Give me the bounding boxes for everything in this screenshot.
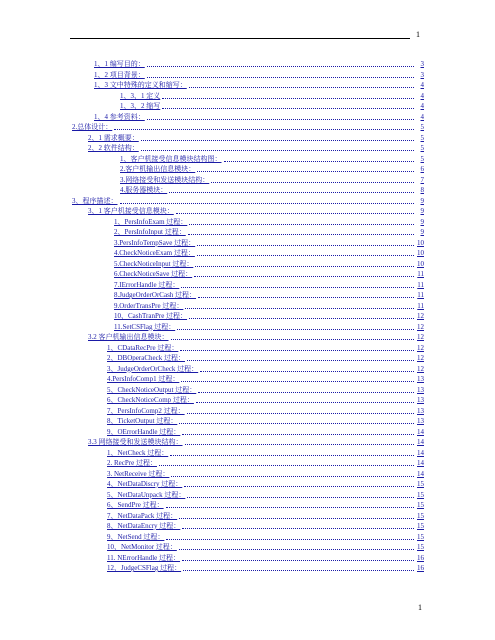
toc-entry[interactable] bbox=[94, 112, 424, 121]
toc-entry-page: 5 bbox=[420, 154, 424, 163]
toc-dot-leader bbox=[194, 276, 414, 277]
toc-dot-leader bbox=[180, 350, 414, 351]
toc-entry[interactable] bbox=[120, 91, 424, 100]
toc-entry-label: 8、TicketOutput 过程： bbox=[107, 417, 178, 425]
toc-entry[interactable] bbox=[88, 437, 424, 446]
toc-dot-leader bbox=[182, 434, 414, 435]
toc-entry-page: 9 bbox=[420, 217, 424, 226]
toc-entry[interactable] bbox=[114, 238, 424, 247]
toc-entry[interactable] bbox=[107, 542, 424, 551]
toc-entry-page: 13 bbox=[417, 396, 424, 404]
toc-entry-page: 13 bbox=[417, 417, 424, 425]
toc-dot-leader bbox=[187, 360, 414, 361]
toc-entry-page: 15 bbox=[417, 522, 424, 530]
toc-entry-label: 2、PersInfoInput 过程： bbox=[114, 228, 186, 236]
toc-dot-leader bbox=[181, 287, 414, 288]
toc-dot-leader bbox=[185, 444, 415, 445]
toc-entry[interactable] bbox=[107, 490, 424, 499]
toc-entry[interactable] bbox=[107, 479, 424, 488]
toc-entry-label: 1、PersInfoExam 过程： bbox=[114, 217, 188, 226]
toc-entry-label: 2.总体设计： bbox=[72, 123, 113, 131]
toc-dot-leader bbox=[147, 66, 414, 67]
toc-entry[interactable] bbox=[107, 395, 424, 404]
toc-entry-page: 13 bbox=[417, 375, 424, 383]
toc-dot-leader bbox=[176, 213, 414, 214]
toc-entry[interactable] bbox=[72, 122, 424, 131]
toc-dot-leader bbox=[162, 108, 414, 109]
toc-entry[interactable] bbox=[94, 70, 424, 79]
header-page-number: 1 bbox=[416, 30, 420, 39]
toc-dot-leader bbox=[189, 224, 414, 225]
toc-dot-leader bbox=[198, 297, 414, 298]
toc-entry-page: 11 bbox=[417, 270, 424, 278]
toc-entry[interactable] bbox=[88, 133, 424, 142]
toc-entry-label: 2、2 软件结构： bbox=[88, 144, 139, 152]
toc-dot-leader bbox=[147, 77, 414, 78]
toc-entry-page: 12 bbox=[417, 364, 424, 373]
toc-dot-leader bbox=[195, 266, 414, 267]
toc-entry-label: 3、JudgeOrderOrCheck 过程： bbox=[107, 364, 199, 373]
toc-dot-leader bbox=[224, 161, 415, 162]
toc-dot-leader bbox=[211, 182, 414, 183]
toc-entry-page: 12 bbox=[417, 322, 424, 331]
toc-entry-page: 15 bbox=[417, 511, 424, 520]
toc-entry-label: 9、OErrorHandle 过程： bbox=[107, 427, 181, 436]
toc-dot-leader bbox=[196, 402, 414, 403]
toc-entry-label: 4.PersInfoComp1 过程： bbox=[107, 375, 180, 383]
toc-dot-leader bbox=[166, 539, 414, 540]
toc-entry-label: 1、客户机接受信息模块结构图： bbox=[120, 154, 222, 163]
toc-entry[interactable] bbox=[107, 364, 424, 373]
toc-dot-leader bbox=[183, 570, 414, 571]
toc-entry[interactable] bbox=[114, 301, 424, 310]
toc-entry-label: 3、1 客户机接受信息模块： bbox=[88, 207, 174, 215]
toc-dot-leader bbox=[188, 234, 414, 235]
toc-dot-leader bbox=[141, 140, 414, 141]
header-rule bbox=[70, 38, 410, 39]
toc-entry-page: 9 bbox=[420, 196, 424, 205]
toc-dot-leader bbox=[198, 392, 414, 393]
toc-entry-label: 9.OrderTransPre 过程： bbox=[114, 301, 184, 310]
toc-entry-label: 6、SendPre 过程： bbox=[107, 501, 164, 509]
toc-entry[interactable] bbox=[120, 154, 424, 163]
toc-entry-page: 3 bbox=[420, 70, 424, 79]
toc-entry-page: 4 bbox=[420, 112, 424, 121]
toc-dot-leader bbox=[171, 339, 415, 340]
toc-dot-leader bbox=[182, 560, 414, 561]
toc-dot-leader bbox=[179, 518, 414, 519]
toc-entry-label: 1、CDataRecPre 过程： bbox=[107, 343, 179, 352]
toc-entry-label: 10、NetMonitor 过程： bbox=[107, 543, 177, 551]
toc-dot-leader bbox=[166, 507, 414, 508]
toc-entry-page: 5 bbox=[420, 123, 424, 131]
toc-entry[interactable] bbox=[107, 500, 424, 509]
toc-dot-leader bbox=[179, 423, 414, 424]
toc-entry[interactable] bbox=[107, 521, 424, 530]
toc-dot-leader bbox=[197, 245, 414, 246]
toc-entry-page: 11 bbox=[417, 301, 424, 310]
toc-entry[interactable] bbox=[107, 532, 424, 541]
toc-dot-leader bbox=[159, 465, 414, 466]
toc-entry-label: 7、NetDataPack 过程： bbox=[107, 511, 178, 520]
toc-entry[interactable] bbox=[88, 332, 424, 341]
toc-entry-page: 3 bbox=[420, 60, 424, 68]
toc-entry[interactable] bbox=[114, 280, 424, 289]
toc-entry-label: 1、NetCheck 过程： bbox=[107, 448, 169, 457]
toc-dot-leader bbox=[197, 171, 414, 172]
toc-dot-leader bbox=[182, 528, 414, 529]
toc-entry-page: 11 bbox=[417, 280, 424, 289]
toc-entry[interactable] bbox=[107, 469, 424, 478]
toc-dot-leader bbox=[197, 255, 414, 256]
toc-dot-leader bbox=[181, 381, 414, 382]
toc-entry[interactable] bbox=[107, 416, 424, 425]
toc-entry[interactable] bbox=[88, 206, 424, 215]
toc-entry[interactable] bbox=[120, 101, 424, 110]
toc-entry-page: 4 bbox=[420, 102, 424, 110]
toc-entry-label: 1、3、1 定义 bbox=[120, 91, 161, 100]
toc-entry-label: 11. NErrorHandle 过程： bbox=[107, 553, 181, 562]
footer-page-number: 1 bbox=[418, 603, 422, 612]
toc-entry-page: 13 bbox=[417, 385, 424, 394]
toc-dot-leader bbox=[187, 413, 414, 414]
toc-entry-label: 2、DBOperaCheck 过程： bbox=[107, 354, 185, 362]
toc-entry-label: 8、NetDataEncry 过程： bbox=[107, 522, 181, 530]
toc-entry-label: 2.客户机输出信息模块： bbox=[120, 165, 196, 173]
toc-entry-label: 10、CashTranPre 过程： bbox=[114, 312, 188, 320]
toc-entry[interactable] bbox=[107, 374, 424, 383]
toc-entry-page: 13 bbox=[417, 406, 424, 415]
toc-entry-label: 7.IErrorHandle 过程： bbox=[114, 280, 180, 289]
toc-entry[interactable] bbox=[107, 353, 424, 362]
toc-dot-leader bbox=[162, 98, 414, 99]
toc-entry-page: 11 bbox=[417, 291, 424, 299]
toc-entry[interactable] bbox=[114, 248, 424, 257]
toc-entry-label: 3. NetReceive 过程： bbox=[107, 469, 170, 478]
toc-dot-leader bbox=[184, 486, 414, 487]
toc-entry-page: 14 bbox=[417, 427, 424, 436]
toc-entry-page: 16 bbox=[417, 553, 424, 562]
toc-dot-leader bbox=[187, 497, 414, 498]
toc-entry-label: 1、4 参考资料： bbox=[94, 112, 145, 121]
toc-entry-page: 10 bbox=[417, 249, 424, 257]
toc-entry[interactable] bbox=[114, 269, 424, 278]
toc-entry-label: 1、3 文中特殊的定义和缩写： bbox=[94, 81, 187, 89]
toc-entry-label: 4、NetDataDiscry 过程： bbox=[107, 480, 183, 488]
toc-dot-leader bbox=[185, 308, 414, 309]
toc-entry-label: 1、2 项目背景： bbox=[94, 70, 145, 79]
toc-entry-label: 5、NetDataUnpack 过程： bbox=[107, 490, 186, 499]
toc-entry-label: 11.SetCSFlag 过程： bbox=[114, 322, 176, 331]
toc-entry-label: 8.JudgeOrderOrCash 过程： bbox=[114, 291, 197, 299]
toc-entry-label: 6.CheckNoticeSave 过程： bbox=[114, 270, 193, 278]
toc-entry-page: 10 bbox=[417, 238, 424, 247]
toc-entry[interactable] bbox=[114, 290, 424, 299]
toc-entry-page: 14 bbox=[417, 438, 424, 446]
toc-entry[interactable] bbox=[94, 59, 424, 68]
toc-entry-label: 3.PersInfoTempSave 过程： bbox=[114, 238, 196, 247]
toc-dot-leader bbox=[141, 150, 414, 151]
toc-entry-page: 15 bbox=[417, 490, 424, 499]
toc-entry-page: 15 bbox=[417, 543, 424, 551]
toc-entry-label: 2. RecPre 过程： bbox=[107, 459, 157, 467]
toc-entry-page: 15 bbox=[417, 480, 424, 488]
toc-entry-page: 9 bbox=[420, 228, 424, 236]
toc-entry-label: 3.2 客户机输出信息模块： bbox=[88, 333, 169, 341]
toc-entry[interactable] bbox=[107, 427, 424, 436]
toc-entry-page: 14 bbox=[417, 448, 424, 457]
toc-entry-page: 8 bbox=[420, 186, 424, 194]
toc-entry-page: 14 bbox=[417, 459, 424, 467]
toc-entry[interactable] bbox=[107, 511, 424, 520]
toc-entry[interactable] bbox=[94, 80, 424, 89]
toc-dot-leader bbox=[169, 192, 414, 193]
toc-entry-page: 4 bbox=[420, 91, 424, 100]
toc-entry-page: 15 bbox=[417, 501, 424, 509]
toc-entry[interactable] bbox=[107, 563, 424, 572]
toc-entry[interactable] bbox=[120, 164, 424, 173]
toc-entry-label: 3、程序描述： bbox=[72, 196, 118, 205]
toc-entry-page: 12 bbox=[417, 333, 424, 341]
toc-entry[interactable] bbox=[120, 175, 424, 184]
toc-dot-leader bbox=[177, 329, 414, 330]
toc-entry-label: 5.CheckNoticeInput 过程： bbox=[114, 259, 194, 268]
toc-entry[interactable] bbox=[107, 553, 424, 562]
toc-entry-label: 6、CheckNoticeComp 过程： bbox=[107, 396, 194, 404]
toc-entry-label: 1、1 编写目的： bbox=[94, 60, 145, 68]
toc-entry-page: 6 bbox=[420, 165, 424, 173]
toc-entry[interactable] bbox=[107, 385, 424, 394]
toc-dot-leader bbox=[200, 371, 414, 372]
toc-entry-page: 5 bbox=[420, 133, 424, 142]
toc-dot-leader bbox=[120, 203, 415, 204]
toc-dot-leader bbox=[189, 87, 414, 88]
toc-entry-page: 5 bbox=[420, 144, 424, 152]
toc-entry[interactable] bbox=[114, 322, 424, 331]
toc-dot-leader bbox=[171, 476, 414, 477]
toc-dot-leader bbox=[179, 549, 414, 550]
toc-entry-page: 12 bbox=[417, 343, 424, 352]
toc-entry-page: 16 bbox=[417, 564, 424, 572]
toc-entry-label: 12、JudgeCSFlag 过程： bbox=[107, 564, 182, 572]
toc-dot-leader bbox=[189, 318, 414, 319]
toc-entry-page: 14 bbox=[417, 469, 424, 478]
toc-dot-leader bbox=[147, 119, 414, 120]
toc-entry[interactable] bbox=[114, 259, 424, 268]
toc-entry-label: 3.网络接受和发送模块结构： bbox=[120, 175, 210, 184]
toc-entry[interactable] bbox=[107, 458, 424, 467]
toc-entry[interactable] bbox=[107, 343, 424, 352]
toc-entry-label: 5、CheckNoticeOutput 过程： bbox=[107, 385, 197, 394]
toc-entry-label: 3.3 网络接受和发送模块结构： bbox=[88, 438, 183, 446]
toc-entry[interactable] bbox=[114, 227, 424, 236]
toc-entry-page: 10 bbox=[417, 259, 424, 268]
toc-entry[interactable] bbox=[72, 196, 424, 205]
toc-entry[interactable] bbox=[88, 143, 424, 152]
toc-entry[interactable] bbox=[114, 311, 424, 320]
toc-entry[interactable] bbox=[120, 185, 424, 194]
toc-dot-leader bbox=[114, 129, 414, 130]
toc-entry-page: 4 bbox=[420, 81, 424, 89]
toc-entry[interactable] bbox=[114, 217, 424, 226]
toc-entry-label: 2、1 需求概要： bbox=[88, 133, 139, 142]
toc-entry-label: 9、NetSend 过程： bbox=[107, 532, 165, 541]
toc-entry-page: 12 bbox=[417, 354, 424, 362]
toc-dot-leader bbox=[170, 455, 414, 456]
toc-entry-label: 1、3、2 缩写 bbox=[120, 102, 161, 110]
toc-entry-label: 4.服务器模块： bbox=[120, 186, 168, 194]
toc-entry[interactable] bbox=[107, 448, 424, 457]
toc-entry[interactable] bbox=[107, 406, 424, 415]
toc-entry-label: 7、PersInfoComp2 过程： bbox=[107, 406, 185, 415]
toc-entry-page: 7 bbox=[420, 175, 424, 184]
toc-entry-page: 15 bbox=[417, 532, 424, 541]
toc-entry-page: 9 bbox=[420, 207, 424, 215]
toc-entry-label: 4.CheckNoticeExam 过程： bbox=[114, 249, 195, 257]
toc-entry-page: 12 bbox=[417, 312, 424, 320]
